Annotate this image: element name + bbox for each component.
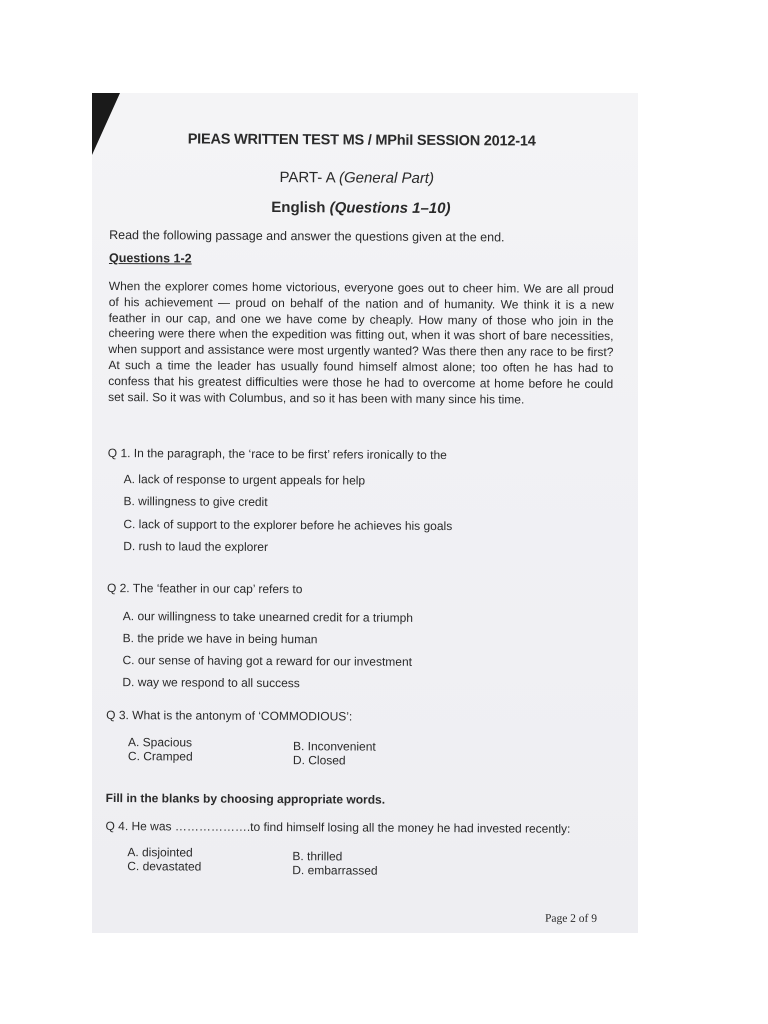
question-2-option-a: A. our willingness to take unearned credit for a triumph (122, 609, 413, 625)
scanned-page (92, 93, 638, 933)
question-4-option-d: D. embarrassed (292, 863, 378, 878)
question-4-option-b: B. thrilled (292, 849, 343, 864)
question-2-option-d: D. way we respond to all success (122, 675, 300, 691)
question-2-option-c: C. our sense of having got a reward for our investment (122, 653, 413, 669)
question-4-option-c: C. devastated (127, 859, 202, 874)
question-2: Q 2. The ‘feather in our cap’ refers to (106, 580, 303, 597)
page-content (105, 93, 622, 925)
fill-blanks-heading: Fill in the blanks by choosing appropriate words. (105, 790, 386, 807)
question-1-option-b: B. willingness to give credit (123, 494, 268, 509)
scan-shadow-corner (92, 93, 120, 155)
question-3-option-d: D. Closed (292, 753, 346, 768)
section-label: English (271, 198, 326, 217)
section-subtitle: (Questions 1–10) (329, 199, 451, 218)
section-heading (271, 199, 450, 217)
question-4: Q 4. He was ……………….to find himself losing all the money he had invested recently: (105, 818, 571, 836)
part-label: PART- A (279, 169, 335, 187)
part-subtitle: (General Part) (338, 169, 435, 187)
question-4-option-a: A. disjointed (127, 845, 193, 860)
question-3: Q 3. What is the antonym of ‘COMMODIOUS’: (106, 707, 353, 724)
question-1: Q 1. In the paragraph, the ‘race to be first’ refers ironically to the (107, 445, 447, 463)
question-2-option-b: B. the pride we have in being human (122, 631, 318, 647)
instructions: Read the following passage and answer the questions given at the end. (109, 227, 505, 245)
page-number: Page 2 of 9 (544, 912, 598, 925)
question-1-option-a: A. lack of response to urgent appeals for help (123, 472, 366, 488)
passage-heading: Questions 1-2 (108, 250, 192, 266)
reading-passage: When the explorer comes home victorious, everyone goes out to cheer him. We are all proud of his achievement — proud on behalf of the nation and of humanity. We think it is a new feather in our cap, and one we have come by cheaply. How many of those who join in the cheering were there when the expedition was fitting out, when it was short of bare necessities, when support and assistance were most urgently wanted? Was there then any race to be first? At such a time the leader has usually found himself almost alone; too often he has had to confess that his greatest difficulties were those he had to overcome at home before he could set sail. So it was with Columbus, and so it has been with many since his time. (108, 278, 614, 407)
question-3-option-b: B. Inconvenient (292, 739, 376, 754)
question-3-option-c: C. Cramped (127, 749, 193, 764)
question-1-option-c: C. lack of support to the explorer before he achieves his goals (123, 517, 453, 534)
question-3-option-a: A. Spacious (127, 735, 193, 750)
question-1-option-d: D. rush to laud the explorer (123, 539, 269, 554)
part-heading (279, 169, 434, 187)
exam-title: PIEAS WRITTEN TEST MS / MPhil SESSION 2012-14 (187, 131, 536, 150)
